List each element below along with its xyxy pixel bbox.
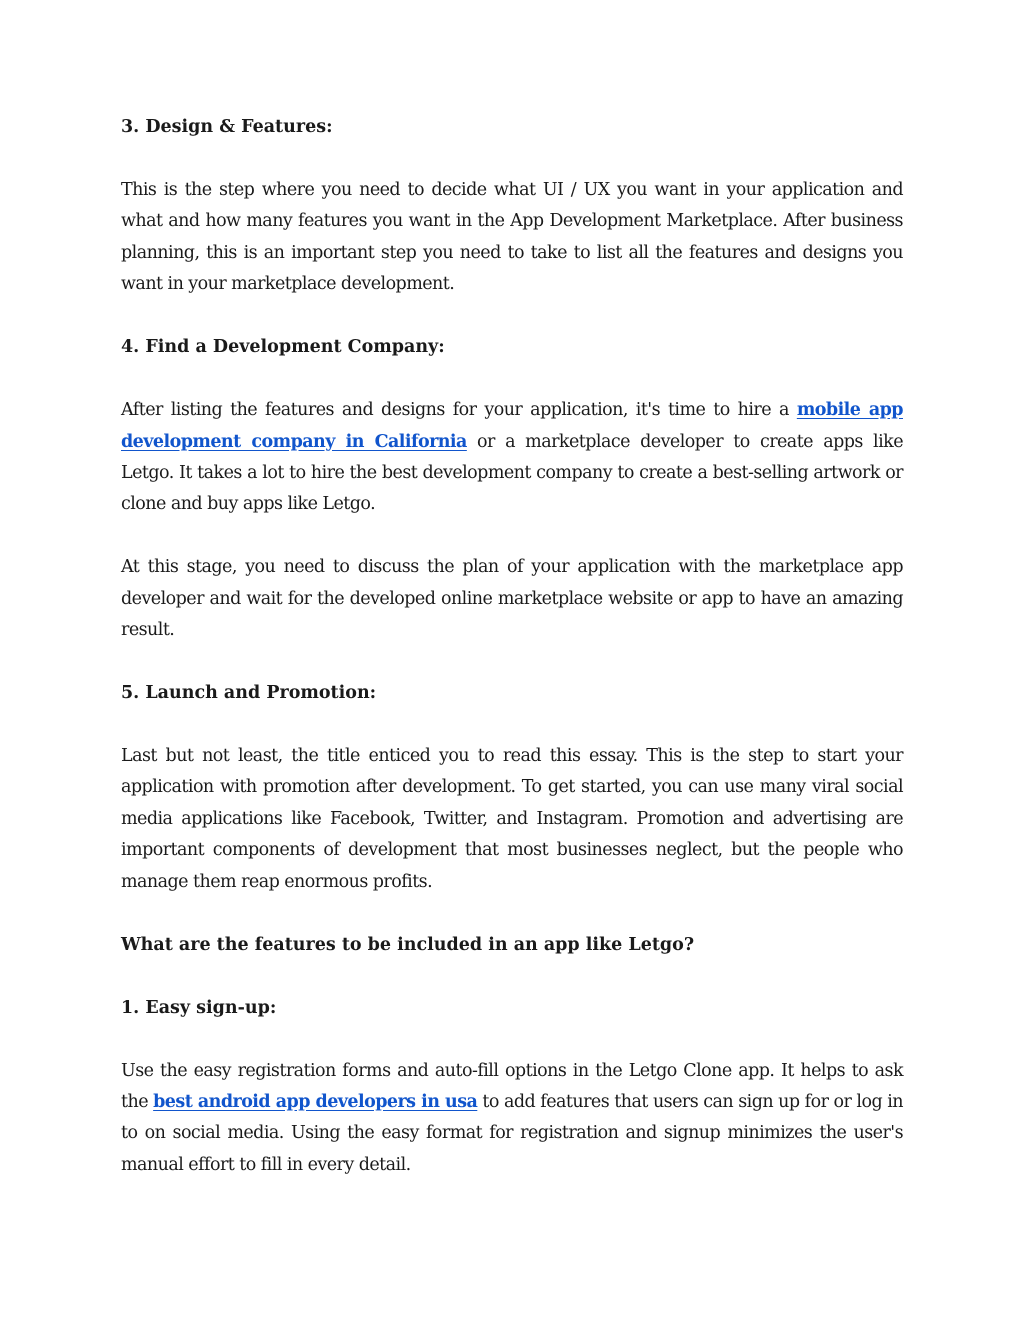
spacer: [121, 364, 903, 396]
document-page: [121, 112, 903, 1181]
paragraph-easy-signup: [121, 1056, 903, 1182]
paragraph-text: or a marketplace developer to create apps like Letgo. It takes a lot to hire the best development company to create a best-selling artwork or clone and buy apps like Letgo.: [121, 431, 903, 515]
mobile-app-development-link[interactable]: mobile app development company in California: [121, 400, 903, 452]
spacer: [121, 144, 903, 176]
paragraph-discuss-plan: At this stage, you need to discuss the plan of your application with the marketplace app developer and wait for the developed online marketplace website or app to have an amazing result.: [121, 557, 903, 641]
section-heading-easy-signup: 1. Easy sign-up:: [121, 997, 277, 1018]
spacer: [121, 898, 903, 930]
android-developers-link[interactable]: best android app developers in usa: [153, 1091, 478, 1112]
spacer: [121, 709, 903, 741]
section-heading-launch-promotion: 5. Launch and Promotion:: [121, 682, 377, 703]
paragraph-find-company: [121, 395, 903, 521]
paragraph-design-features: This is the step where you need to decide what UI / UX you want in your application and what and how many features you want in the App Development Marketplace. After business planning, this is an important step you need to take to list all the features and designs you want in your marketplace development.: [121, 180, 903, 295]
paragraph-text: Use the easy registration forms and auto-fill options in the Letgo Clone app. It helps to ask the: [121, 1060, 903, 1112]
paragraph-text: After listing the features and designs for your application, it's time to hire a: [121, 400, 797, 421]
spacer: [121, 1024, 903, 1056]
spacer: [121, 521, 903, 553]
spacer: [121, 301, 903, 333]
section-heading-find-company: 4. Find a Development Company:: [121, 337, 445, 358]
paragraph-launch-promotion: Last but not least, the title enticed you to read this essay. This is the step to start your application with promotion after development. To get started, you can use many viral social media applications like Facebook, Twitter, and Instagram. Promotion and advertising are important components of development that most businesses neglect, but the people who manage them reap enormous profits.: [121, 745, 903, 892]
spacer: [121, 646, 903, 678]
paragraph-text: to add features that users can sign up for or log in to on social media. Using the easy format for registration and signup minimizes the user's manual effort to fill in every detail.: [121, 1091, 903, 1175]
section-heading-design-features: 3. Design & Features:: [121, 117, 333, 137]
spacer: [121, 961, 903, 993]
section-heading-features: What are the features to be included in an app like Letgo?: [121, 934, 695, 955]
